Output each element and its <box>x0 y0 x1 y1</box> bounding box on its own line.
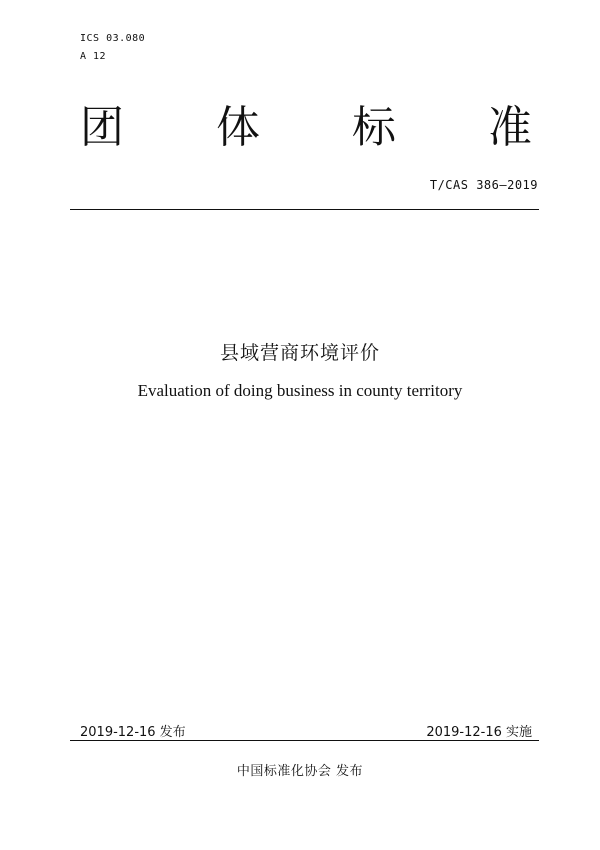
implementation-date: 2019-12-16 实施 <box>426 725 532 740</box>
footer-divider <box>70 740 539 741</box>
standard-type-heading <box>80 100 532 156</box>
document-title-chinese: 县域营商环境评价 <box>219 342 380 364</box>
header-divider <box>70 209 539 210</box>
standard-type-char: 体 <box>216 102 260 153</box>
publisher: 中国标准化协会 发布 <box>236 764 364 779</box>
document-title-english: Evaluation of doing business in county territory <box>137 381 463 400</box>
ics-code: ICS 03.080 <box>80 33 146 44</box>
classification-code: A 12 <box>80 51 107 62</box>
standard-type-char: 标 <box>352 102 396 153</box>
publish-date: 2019-12-16 发布 <box>80 725 186 740</box>
document-number: T/CAS 386—2019 <box>429 178 538 192</box>
standard-type-char: 准 <box>488 102 532 153</box>
standard-type-char: 团 <box>80 102 124 153</box>
